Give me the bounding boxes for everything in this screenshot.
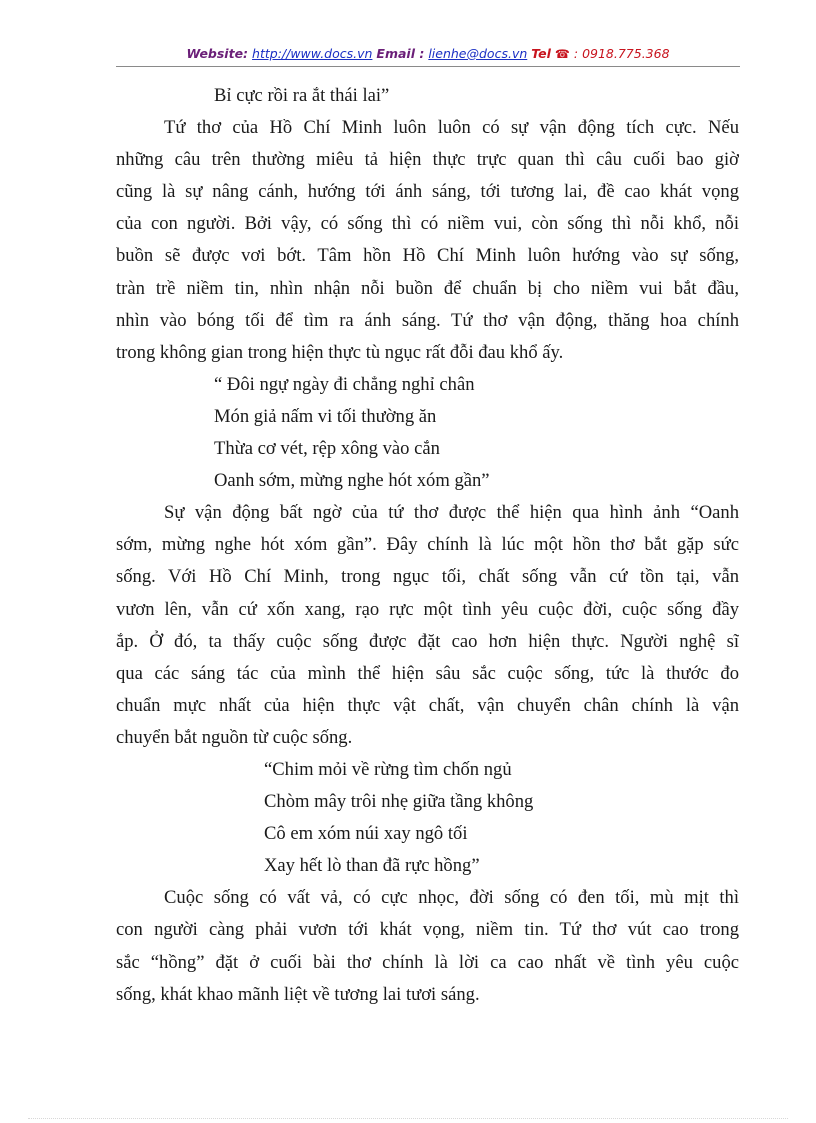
verse-line: Chòm mây trôi nhẹ giữa tầng không	[264, 791, 534, 813]
phone-icon: ☎	[554, 47, 570, 61]
verse-line: Thừa cơ vét, rệp xông vào cắn	[214, 438, 440, 460]
verse-line: Bỉ cực rồi ra ắt thái lai”	[214, 85, 390, 106]
verse-line: Xay hết lò than đã rực hồng”	[264, 855, 480, 877]
paragraph-line: tràn trề niềm tin, nhìn nhận nỗi buồn để chuẩn bị cho niềm vui bắt đầu,	[116, 277, 739, 299]
verse-line: “Chim mỏi về rừng tìm chốn ngủ	[264, 758, 512, 780]
paragraph-line: nhìn vào bóng tối để tìm ra ánh sáng. Tứ thơ vận động, thăng hoa chính	[116, 309, 739, 331]
paragraph-line: ắp. Ở đó, ta thấy cuộc sống được đặt cao hơn hiện thực. Người nghệ sĩ	[116, 630, 739, 652]
paragraph-line: chuyển bắt nguồn từ cuộc sống.	[116, 726, 353, 748]
paragraph-line: chuẩn mực nhất của hiện thực vật chất, vận chuyển chân chính là vận	[116, 694, 739, 716]
tel-number: 0918.775.368	[582, 46, 670, 61]
paragraph-line: Sự vận động bất ngờ của tứ thơ được thể hiện qua hình ảnh “Oanh	[164, 502, 739, 524]
verse-line: “ Đôi ngự ngày đi chẳng nghỉ chân	[214, 373, 475, 395]
page-header	[116, 46, 740, 66]
tel-label: Tel	[531, 46, 551, 61]
website-link[interactable]: http://www.docs.vn	[252, 46, 373, 61]
paragraph-line: qua các sáng tác của mình thể hiện sâu sắc cuộc sống, tức là thước đo	[116, 662, 739, 684]
paragraph-line: buồn sẽ được vơi bớt. Tâm hồn Hồ Chí Minh luôn hướng vào sự sống,	[116, 245, 739, 267]
tel-separator: :	[573, 46, 579, 61]
paragraph-line: cũng là sự nâng cánh, hướng tới ánh sáng, tới tương lai, đề cao khát vọng	[116, 181, 739, 203]
paragraph-line: sống, khát khao mãnh liệt về tương lai tươi sáng.	[116, 983, 480, 1005]
paragraph-line: những câu trên thường miêu tả hiện thực trực quan thì câu cuối bao giờ	[116, 149, 739, 171]
email-link[interactable]: lienhe@docs.vn	[428, 46, 528, 61]
paragraph-line: Cuộc sống có vất vả, có cực nhọc, đời sống có đen tối, mù mịt thì	[164, 887, 739, 909]
header-divider	[116, 66, 740, 67]
verse-line: Món giả nấm vi tối thường ăn	[214, 405, 437, 427]
paragraph-line: vươn lên, vẫn cứ xốn xang, rạo rực một tình yêu cuộc đời, cuộc sống đầy	[116, 598, 739, 620]
paragraph-line: của con người. Bởi vậy, có sống thì có niềm vui, còn sống thì nỗi khổ, nỗi	[116, 213, 739, 235]
document-body	[116, 80, 739, 1011]
verse-line: Oanh sớm, mừng nghe hót xóm gần”	[214, 470, 490, 492]
paragraph-line: trong không gian trong hiện thực tù ngục rất đỗi đau khổ ấy.	[116, 341, 564, 363]
verse-line: Cô em xóm núi xay ngô tối	[264, 823, 468, 845]
website-label: Website:	[186, 46, 249, 61]
paragraph-line: sống. Với Hồ Chí Minh, trong ngục tối, chất sống vẫn cứ tồn tại, vẫn	[116, 566, 739, 588]
paragraph-line: con người càng phải vươn tới khát vọng, niềm tin. Tứ thơ vút cao trong	[116, 919, 739, 941]
email-label: Email :	[376, 46, 425, 61]
paragraph-line: Tứ thơ của Hồ Chí Minh luôn luôn có sự vận động tích cực. Nếu	[164, 117, 739, 139]
paragraph-line: sắc “hồng” đặt ở cuối bài thơ chính là lời ca cao nhất về tình yêu cuộc	[116, 951, 739, 973]
page-bottom-divider	[28, 1118, 788, 1119]
paragraph-line: sớm, mừng nghe hót xóm gần”. Đây chính là lúc một hồn thơ bắt gặp sức	[116, 534, 739, 556]
